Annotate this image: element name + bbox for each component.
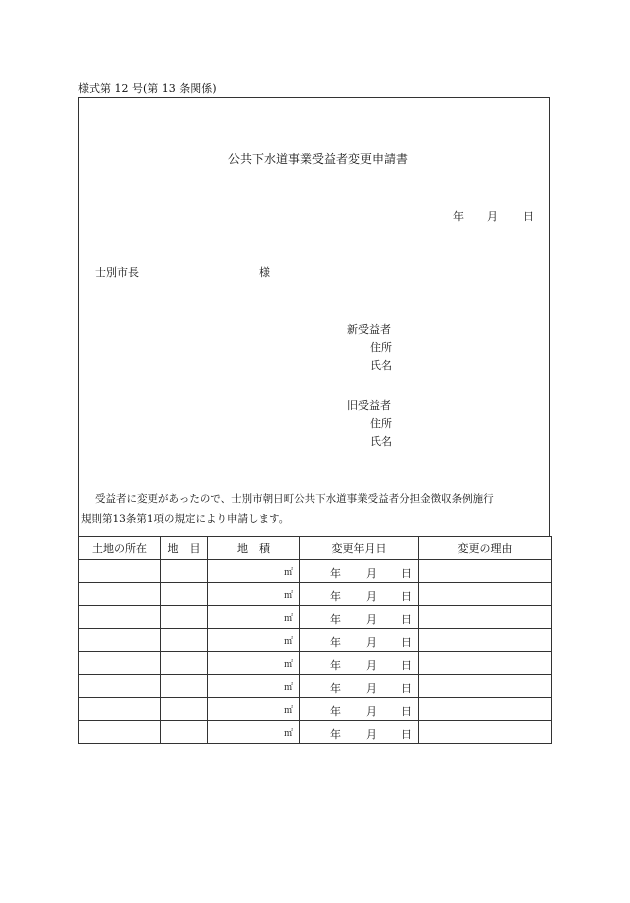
area-unit: ㎡ (283, 567, 293, 578)
location-cell[interactable] (79, 721, 161, 744)
old-beneficiary-name-label: 氏名 (370, 435, 392, 448)
area-cell[interactable] (208, 606, 300, 629)
area-cell[interactable] (208, 652, 300, 675)
table-row (79, 675, 552, 698)
new-beneficiary-address-label: 住所 (370, 341, 392, 354)
header-land-category: 地 目 (161, 537, 208, 560)
row-day-label: 日 (401, 590, 412, 603)
change-date-cell[interactable] (300, 629, 419, 652)
area-unit: ㎡ (283, 705, 293, 716)
row-day-label: 日 (401, 636, 412, 649)
area-unit: ㎡ (283, 613, 293, 624)
change-date-cell[interactable] (300, 583, 419, 606)
row-month-label: 月 (366, 613, 377, 626)
reason-cell[interactable] (419, 675, 552, 698)
row-year-label: 年 (330, 613, 341, 626)
table-row (79, 560, 552, 583)
row-day-label: 日 (401, 705, 412, 718)
location-cell[interactable] (79, 560, 161, 583)
land-category-cell[interactable] (161, 698, 208, 721)
land-category-cell[interactable] (161, 652, 208, 675)
table-row (79, 652, 552, 675)
location-cell[interactable] (79, 652, 161, 675)
addressee-honorific: 様 (259, 266, 270, 279)
form-number: 様式第 12 号(第 13 条関係) (78, 82, 217, 95)
date-year-label: 年 (453, 210, 464, 223)
area-unit: ㎡ (283, 682, 293, 693)
row-year-label: 年 (330, 636, 341, 649)
table-row (79, 721, 552, 744)
table-row (79, 583, 552, 606)
document-title: 公共下水道事業受益者変更申請書 (228, 152, 409, 166)
land-category-cell[interactable] (161, 583, 208, 606)
statement-line-1: 受益者に変更があったので、士別市朝日町公共下水道事業受益者分担金徴収条例施行 (95, 493, 494, 505)
row-month-label: 月 (366, 728, 377, 741)
table-row (79, 606, 552, 629)
area-cell[interactable] (208, 629, 300, 652)
reason-cell[interactable] (419, 721, 552, 744)
area-cell[interactable] (208, 698, 300, 721)
row-year-label: 年 (330, 728, 341, 741)
new-beneficiary-heading: 新受益者 (347, 323, 391, 336)
reason-cell[interactable] (419, 583, 552, 606)
area-cell[interactable] (208, 560, 300, 583)
land-category-cell[interactable] (161, 675, 208, 698)
change-date-cell[interactable] (300, 698, 419, 721)
reason-cell[interactable] (419, 652, 552, 675)
land-detail-table (78, 536, 552, 744)
row-year-label: 年 (330, 659, 341, 672)
table-row (79, 698, 552, 721)
change-date-cell[interactable] (300, 675, 419, 698)
reason-cell[interactable] (419, 698, 552, 721)
area-cell[interactable] (208, 675, 300, 698)
table-header-row (79, 537, 552, 560)
change-date-cell[interactable] (300, 721, 419, 744)
row-year-label: 年 (330, 567, 341, 580)
row-day-label: 日 (401, 728, 412, 741)
row-month-label: 月 (366, 636, 377, 649)
row-month-label: 月 (366, 705, 377, 718)
area-unit: ㎡ (283, 728, 293, 739)
old-beneficiary-address-label: 住所 (370, 417, 392, 430)
change-date-cell[interactable] (300, 652, 419, 675)
date-day-label: 日 (523, 210, 534, 223)
header-reason: 変更の理由 (419, 537, 552, 560)
location-cell[interactable] (79, 583, 161, 606)
header-change-date: 変更年月日 (300, 537, 419, 560)
row-year-label: 年 (330, 590, 341, 603)
table-row (79, 629, 552, 652)
new-beneficiary-name-label: 氏名 (370, 359, 392, 372)
row-day-label: 日 (401, 682, 412, 695)
header-location: 土地の所在 (79, 537, 161, 560)
row-day-label: 日 (401, 567, 412, 580)
table-body (79, 560, 552, 744)
location-cell[interactable] (79, 606, 161, 629)
location-cell[interactable] (79, 629, 161, 652)
row-month-label: 月 (366, 659, 377, 672)
reason-cell[interactable] (419, 629, 552, 652)
row-day-label: 日 (401, 659, 412, 672)
change-date-cell[interactable] (300, 560, 419, 583)
statement-line-2: 規則第13条第1項の規定により申請します。 (81, 513, 290, 525)
land-category-cell[interactable] (161, 606, 208, 629)
change-date-cell[interactable] (300, 606, 419, 629)
date-month-label: 月 (487, 210, 498, 223)
land-category-cell[interactable] (161, 560, 208, 583)
row-year-label: 年 (330, 682, 341, 695)
land-category-cell[interactable] (161, 629, 208, 652)
reason-cell[interactable] (419, 560, 552, 583)
addressee-name: 士別市長 (95, 266, 139, 279)
area-unit: ㎡ (283, 659, 293, 670)
location-cell[interactable] (79, 698, 161, 721)
row-month-label: 月 (366, 567, 377, 580)
area-unit: ㎡ (283, 590, 293, 601)
header-area: 地 積 (208, 537, 300, 560)
area-unit: ㎡ (283, 636, 293, 647)
area-cell[interactable] (208, 721, 300, 744)
row-day-label: 日 (401, 613, 412, 626)
reason-cell[interactable] (419, 606, 552, 629)
old-beneficiary-heading: 旧受益者 (347, 399, 391, 412)
location-cell[interactable] (79, 675, 161, 698)
area-cell[interactable] (208, 583, 300, 606)
row-month-label: 月 (366, 682, 377, 695)
row-month-label: 月 (366, 590, 377, 603)
row-year-label: 年 (330, 705, 341, 718)
land-category-cell[interactable] (161, 721, 208, 744)
